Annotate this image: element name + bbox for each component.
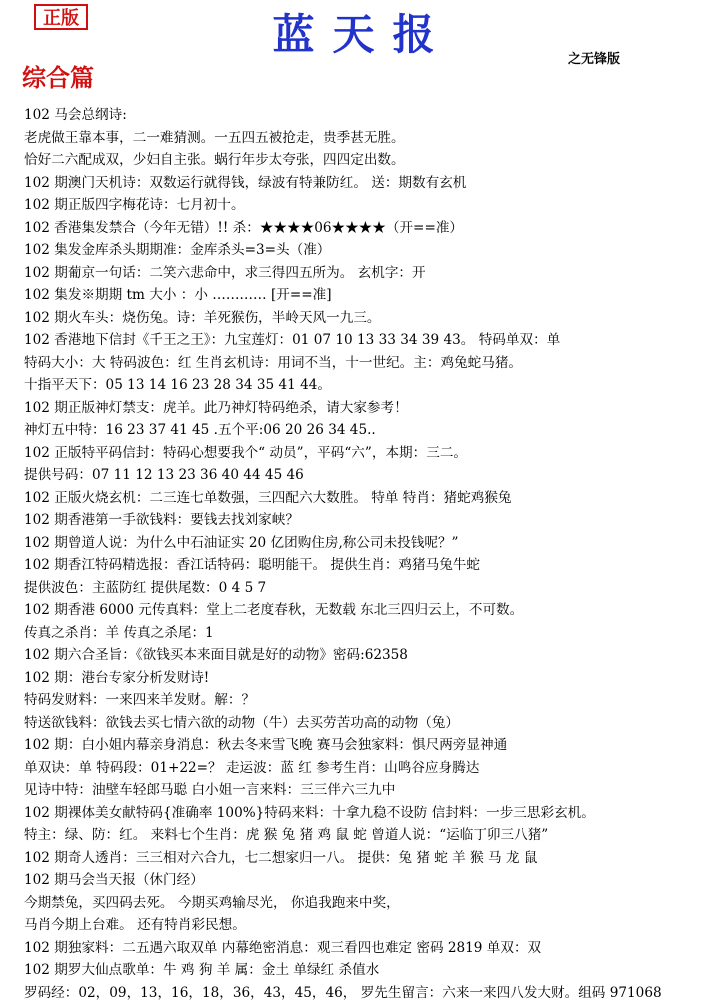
content-lines xyxy=(24,104,714,1004)
text-line: 单双诀：单 特码段：01+22=？ 走运波：蓝 红 参考生肖：山鸣谷应身腾达 xyxy=(24,757,714,780)
text-line: 特码发财料：一来四来羊发财。解：？ xyxy=(24,689,714,712)
text-line: 特送欲钱料：欲钱去买七情六欲的动物（牛）去买劳苦功高的动物（兔） xyxy=(24,712,714,735)
edition-label: 之无锋版 xyxy=(568,48,620,67)
text-line: 老虎做王靠本事，二一难猜测。一五四五被抢走，贵季甚无胜。 xyxy=(24,127,714,150)
text-line: 提供号码：07 11 12 13 23 36 40 44 45 46 xyxy=(24,464,714,487)
text-line: 102 期六合圣旨：《欲钱买本来面目就是好的动物》密码:62358 xyxy=(24,644,714,667)
text-line: 102 期火车头：烧伤兔。诗：羊死猴伤，半岭天风一九三。 xyxy=(24,307,714,330)
text-line: 传真之杀肖：羊 传真之杀尾：1 xyxy=(24,622,714,645)
text-line: 恰好二六配成双，少妇自主张。蜗行年步太夸张，四四定出数。 xyxy=(24,149,714,172)
text-line: 102 正版特平码信封：特码心想要我个“ 动员”，平码“六”，本期：三二。 xyxy=(24,442,714,465)
text-line: 今期禁兔，买四码去死。 今期买鸡输尽光， 你追我跑来中奖， xyxy=(24,892,714,915)
text-line: 102 期：港台专家分析发财诗! xyxy=(24,667,714,690)
text-line: 提供波色：主蓝防红 提供尾数：0 4 5 7 xyxy=(24,577,714,600)
text-line: 见诗中特：油壁车轻郎马聪 白小姐一言来料：三三伴六三九中 xyxy=(24,779,714,802)
text-line: 102 期香江特码精选报：香江话特码：聪明能干。 提供生肖：鸡猪马兔牛蛇 xyxy=(24,554,714,577)
text-line: 102 期：白小姐内幕亲身消息：秋去冬来雪飞晚 赛马会独家料：惧尺两旁显神通 xyxy=(24,734,714,757)
text-line: 102 期裸体美女献特码{准确率 100%}特码来料：十拿九稳不设防 信封料：一步三思彩玄机。 xyxy=(24,802,714,825)
text-line: 102 马会总纲诗: xyxy=(24,104,714,127)
text-line: 神灯五中特：16 23 37 41 45 .五个平:06 20 26 34 45.. xyxy=(24,419,714,442)
text-line: 马肖今期上台难。 还有特肖彩民想。 xyxy=(24,914,714,937)
text-line: 102 期罗大仙点歌单：牛 鸡 狗 羊 属：金土 单绿红 杀值水 xyxy=(24,959,714,982)
text-line: 特码大小：大 特码波色：红 生肖玄机诗：用词不当，十一世纪。主：鸡兔蛇马猪。 xyxy=(24,352,714,375)
text-line: 102 期香港 6000 元传真料：堂上二老度春秋，无数载 东北三四归云上，不可数。 xyxy=(24,599,714,622)
text-line: 102 期澳门天机诗：双数运行就得钱，绿波有特兼防红。 送：期数有玄机 xyxy=(24,172,714,195)
text-line: 102 期奇人透肖：三三相对六合九，七二想家归一八。 提供：兔 猪 蛇 羊 猴 马 龙 鼠 xyxy=(24,847,714,870)
text-line: 102 期独家料：二五遇六取双单 内幕绝密消息：观三看四也难定 密码 2819 单双：双 xyxy=(24,937,714,960)
text-line: 罗码经：02，09，13，16，18，36，43，45，46， 罗先生留言：六来一来四八发大财。组码 971068 xyxy=(24,982,714,1004)
text-line: 102 期正版四字梅花诗：七月初十。 xyxy=(24,194,714,217)
text-line: 102 期正版神灯禁支：虎羊。此乃神灯特码绝杀，请大家参考！ xyxy=(24,397,714,420)
section-heading: 综合篇 xyxy=(22,58,94,93)
text-line: 102 香港集发禁合（今年无错）!! 杀：★★★★06★★★★（开==准） xyxy=(24,217,714,240)
text-line: 102 香港地下信封《千王之王》：九宝莲灯：01 07 10 13 33 34 39 43。 特码单双：单 xyxy=(24,329,714,352)
authentic-badge: 正版 xyxy=(34,4,88,30)
page-title: 蓝天报 xyxy=(0,2,725,62)
text-line: 102 期香港第一手欲钱料：要钱去找刘家峡？ xyxy=(24,509,714,532)
text-line: 102 期葡京一句话：二笑六悲命中，求三得四五所为。 玄机字：开 xyxy=(24,262,714,285)
text-line: 102 正版火烧玄机：二三连七单数强，三四配六大数胜。 特单 特肖：猪蛇鸡猴兔 xyxy=(24,487,714,510)
text-line: 102 期马会当天报（休门经） xyxy=(24,869,714,892)
text-line: 102 集发※期期 tm 大小 ：小 ………… [开==准] xyxy=(24,284,714,307)
text-line: 十指平天下：05 13 14 16 23 28 34 35 41 44。 xyxy=(24,374,714,397)
text-line: 102 期曾道人说：为什么中石油证实 20 亿团购住房,称公司未投钱呢？” xyxy=(24,532,714,555)
text-line: 特主：绿、防：红。 来料七个生肖：虎 猴 兔 猪 鸡 鼠 蛇 曾道人说：“运临丁卯三八猪” xyxy=(24,824,714,847)
text-line: 102 集发金库杀头期期准：金库杀头=3=头（准） xyxy=(24,239,714,262)
